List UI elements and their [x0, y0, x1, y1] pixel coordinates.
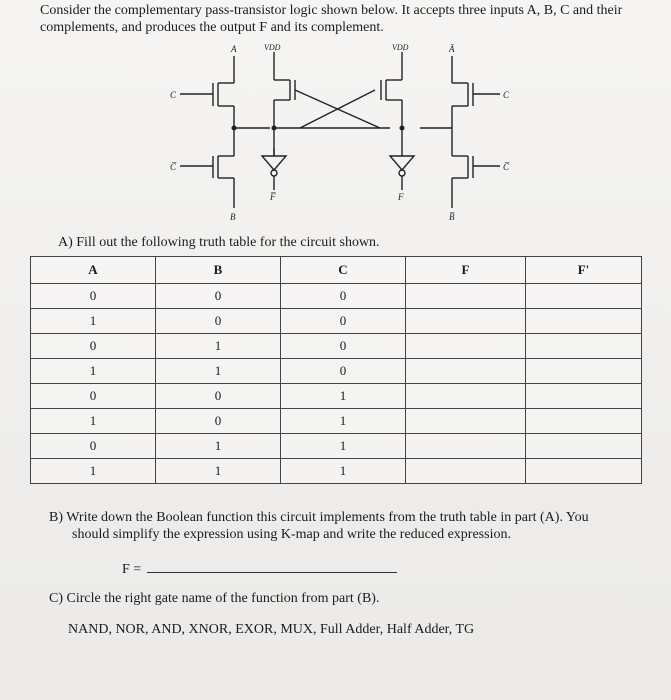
cell-b: 0	[156, 409, 281, 434]
f-answer-line	[122, 560, 397, 578]
question-b-line-2: should simplify the expression using K-map and write the reduced expression.	[72, 527, 511, 542]
cell-b: 0	[156, 384, 281, 409]
truth-table	[30, 256, 642, 484]
cell-f-blank[interactable]	[406, 284, 526, 309]
problem-intro	[40, 2, 650, 36]
question-a-prompt: A) Fill out the following truth table for the circuit shown.	[58, 235, 380, 250]
cell-f-blank[interactable]	[406, 359, 526, 384]
cell-f-prime-blank[interactable]	[526, 309, 642, 334]
table-row	[31, 459, 642, 484]
table-row	[31, 309, 642, 334]
cell-c: 0	[281, 334, 406, 359]
label-b-bar: B̅	[449, 212, 455, 222]
label-f-bar: F̅	[270, 192, 276, 202]
f-answer-blank[interactable]	[147, 560, 397, 573]
cell-a: 0	[31, 434, 156, 459]
cell-a: 0	[31, 384, 156, 409]
label-a: A	[231, 44, 237, 54]
cell-c: 1	[281, 384, 406, 409]
label-c-left: C	[170, 90, 177, 100]
intro-line-1: Consider the complementary pass-transistor logic shown below. It accepts three inputs A, B, C and their	[40, 3, 623, 18]
cell-b: 1	[156, 359, 281, 384]
question-b	[49, 509, 659, 543]
cell-a: 1	[31, 459, 156, 484]
header-f-prime: F'	[526, 257, 642, 284]
header-c: C	[281, 257, 406, 284]
cell-f-prime-blank[interactable]	[526, 459, 642, 484]
pass-transistor-circuit-diagram	[140, 38, 540, 228]
header-b: B	[156, 257, 281, 284]
table-row	[31, 334, 642, 359]
cell-f-prime-blank[interactable]	[526, 284, 642, 309]
label-c-bar-right: C̅	[503, 162, 510, 172]
cell-f-blank[interactable]	[406, 334, 526, 359]
cell-b: 1	[156, 459, 281, 484]
label-c-right: C	[503, 90, 510, 100]
cell-f-blank[interactable]	[406, 434, 526, 459]
table-row	[31, 434, 642, 459]
cell-f-prime-blank[interactable]	[526, 384, 642, 409]
label-a-bar: Ā	[449, 44, 455, 54]
table-row	[31, 359, 642, 384]
label-vdd-right: VDD	[392, 43, 409, 52]
cell-f-blank[interactable]	[406, 309, 526, 334]
label-b: B	[230, 212, 236, 222]
gate-name-options[interactable]: NAND, NOR, AND, XNOR, EXOR, MUX, Full Adder, Half Adder, TG	[68, 622, 475, 637]
cell-c: 1	[281, 434, 406, 459]
cell-c: 0	[281, 359, 406, 384]
cell-b: 0	[156, 309, 281, 334]
header-f: F	[406, 257, 526, 284]
f-equals-label: F =	[122, 562, 142, 577]
cell-c: 1	[281, 409, 406, 434]
header-a: A	[31, 257, 156, 284]
cell-f-prime-blank[interactable]	[526, 434, 642, 459]
cell-a: 1	[31, 409, 156, 434]
label-vdd-left: VDD	[264, 43, 281, 52]
table-row	[31, 409, 642, 434]
intro-line-2: complements, and produces the output F and its complement.	[40, 20, 384, 35]
cell-c: 0	[281, 284, 406, 309]
table-row	[31, 284, 642, 309]
cell-a: 1	[31, 309, 156, 334]
cell-a: 0	[31, 284, 156, 309]
truth-table-header	[31, 257, 642, 284]
cell-f-prime-blank[interactable]	[526, 359, 642, 384]
cell-f-prime-blank[interactable]	[526, 409, 642, 434]
table-row	[31, 384, 642, 409]
cell-f-blank[interactable]	[406, 384, 526, 409]
cell-c: 1	[281, 459, 406, 484]
cell-f-blank[interactable]	[406, 409, 526, 434]
question-b-line-1: B) Write down the Boolean function this circuit implements from the truth table in part (A). You	[49, 510, 589, 525]
cell-b: 1	[156, 434, 281, 459]
cell-a: 0	[31, 334, 156, 359]
cell-a: 1	[31, 359, 156, 384]
question-c-prompt: C) Circle the right gate name of the function from part (B).	[49, 591, 380, 606]
cell-f-prime-blank[interactable]	[526, 334, 642, 359]
cell-c: 0	[281, 309, 406, 334]
cell-b: 1	[156, 334, 281, 359]
label-f: F	[398, 192, 404, 202]
label-c-bar-left: C̅	[170, 162, 177, 172]
cell-b: 0	[156, 284, 281, 309]
cell-f-blank[interactable]	[406, 459, 526, 484]
